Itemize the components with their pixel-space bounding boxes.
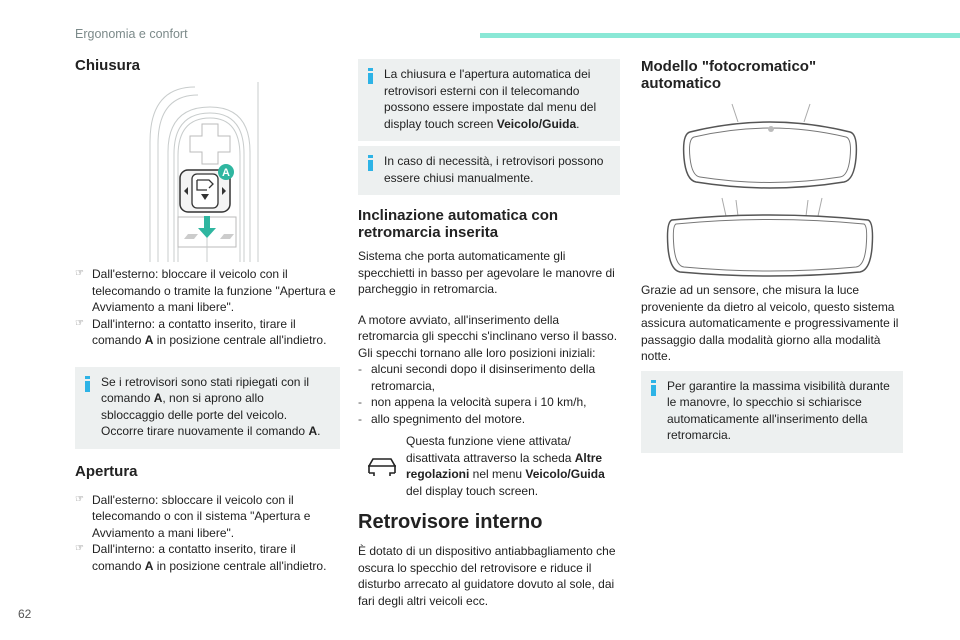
pointing-hand-icon: ☞ [75,543,84,554]
header-accent-line [480,33,960,38]
tilt-description: Sistema che porta automaticamente gli specchietti in basso per agevolare le manovre di parcheggio in retromarcia. [358,249,615,296]
heading-closing: Chiusura [75,57,141,74]
tilt-detail: A motore avviato, all'inserimento della retromarcia gli specchi s'inclinano verso il basso. Gli specchi tornano alle loro posizioni iniziali: [358,312,618,360]
heading-tilt: Inclinazione automatica con retromarcia inserita [358,207,559,241]
pointing-hand-icon: ☞ [75,317,84,329]
photochromic-description: Grazie ad un sensore, che misura la luce proveniente da dietro al veicolo, questo sistema assicura automaticamente e progressivamente il passaggio dalla modalità giorno alla modalità notte. [641,283,899,363]
car-settings-note [358,433,620,499]
list-item: - non appena la velocità supera i 10 km/h, [358,395,587,409]
info-icon [651,380,656,395]
section-header: Ergonomia e confort [75,27,188,41]
column-1 [75,57,340,574]
mirror-control-illustration [140,82,260,262]
heading-interior-mirror: Retrovisore interno [358,511,543,533]
opening-list [75,492,340,575]
mirror-illustration [660,98,880,278]
list-item: ☞ Dall'esterno: bloccare il veicolo con il telecomando o tramite la funzione "Apertura e Avviamento a mani libere". [75,267,336,314]
car-settings-text: Questa funzione viene attivata/ disattivata attraverso la scheda Altre regolazioni nel menu Veicolo/Guida del display touch screen. [406,434,605,498]
info-icon [85,376,90,391]
car-settings-icon [366,455,398,477]
column-3 [641,58,906,453]
info-box-manual: In caso di necessità, i retrovisori possono essere chiusi manualmente. [358,146,620,195]
heading-photochromic: Modello "fotocromatico" automatico [641,58,817,92]
list-item: ☞ Dall'esterno: sbloccare il veicolo con il telecomando o con il sistema "Apertura e Avviamento a mani libere". [75,492,311,540]
info-box-reverse: Per garantire la massima visibilità durante le manovre, lo specchio si schiarisce automaticamente all'inserimento della retromarcia. [641,371,903,453]
info-icon [368,155,373,170]
pointing-hand-icon: ☞ [75,493,84,505]
figure-label-a: A [222,167,230,179]
info-box-folded: Se i retrovisori sono stati ripiegati con il comando A, non si aprono allo sbloccaggio delle porte del veicolo. Occorre tirare nuovamente il comando A. [75,367,340,449]
list-item: ☞ Dall'interno: a contatto inserito, tirare il comando A in posizione centrale all'indietro. [75,316,327,347]
interior-mirror-description: È dotato di un dispositivo antiabbagliamento che oscura lo specchio del retrovisore e riduce il disturbo arrecato al guidatore dovuto al sole, dai fari degli altri veicoli ecc. [358,544,616,608]
info-icon [368,68,373,83]
heading-opening: Apertura [75,462,138,480]
closing-list [75,266,340,349]
page-number: 62 [18,607,32,621]
list-item: - allo spegnimento del motore. [358,411,526,426]
pointing-hand-icon: ☞ [75,268,84,279]
info-box-auto-fold: La chiusura e l'apertura automatica dei retrovisori esterni con il telecomando possono essere impostate dal menu del display touch screen Veicolo/Guida. [358,59,620,141]
list-item: - alcuni secondi dopo il disinserimento della retromarcia, [358,362,596,393]
list-item: ☞ Dall'interno: a contatto inserito, tirare il comando A in posizione centrale all'indietro. [75,542,327,573]
column-2 [358,59,620,609]
tilt-list [358,361,620,427]
